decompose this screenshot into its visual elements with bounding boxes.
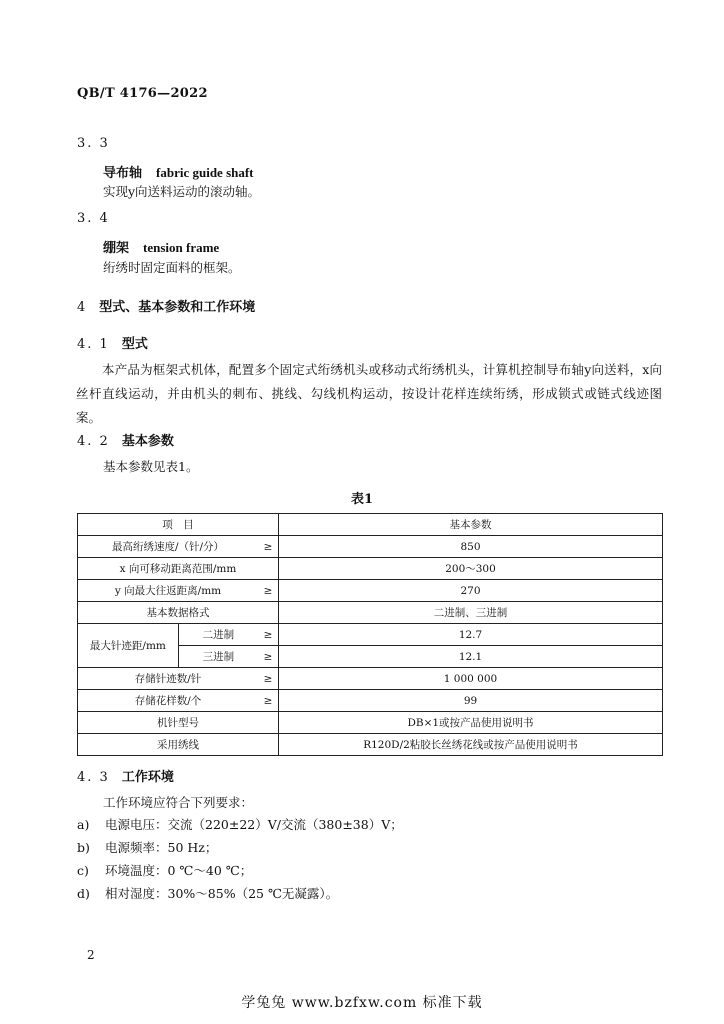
- paragraph-4-1: 本产品为框架式机体，配置多个固定式绗绣机头或移动式绗绣机头，计算机控制导布轴y向送料，x向丝杆直线运动，并由机头的刺布、挑线、勾线机构运动，按设计花样连续绗绣，形成锁式或链式线迹图案。: [76, 362, 662, 425]
- row-subname: 二进制: [178, 624, 258, 646]
- list-text: 电源电压：交流（220±22）V/交流（380±38）V；: [105, 817, 403, 832]
- page-number: 2: [87, 948, 95, 962]
- row-name: 最高绗绣速度/（针/分）: [78, 536, 259, 558]
- row-name: 机针型号: [78, 712, 279, 734]
- list-text: 环境温度：0 ℃～40 ℃；: [105, 863, 253, 878]
- list-item: [77, 884, 338, 902]
- table-caption: 表1: [350, 492, 374, 507]
- section-number: 4. 3: [77, 770, 110, 785]
- list-item: [77, 815, 403, 833]
- section-heading-4: [77, 296, 255, 315]
- row-subname: 三进制: [178, 646, 258, 668]
- parameter-table: [77, 513, 663, 756]
- section-title: 型式: [121, 337, 148, 352]
- list-text: 相对湿度：30%～85%（25 ℃无凝露）。: [105, 886, 339, 901]
- table-row: [78, 668, 663, 690]
- section-number: 4. 2: [77, 434, 110, 449]
- term-cn: 导布轴: [103, 166, 143, 181]
- table-header-row: [78, 514, 663, 536]
- list-label: b): [77, 840, 90, 855]
- row-value: 1 000 000: [279, 668, 663, 690]
- row-comparator: ≥: [258, 580, 278, 602]
- table-row: [78, 558, 663, 580]
- row-comparator: ≥: [258, 646, 278, 668]
- header-value: 基本参数: [279, 514, 663, 536]
- row-name: 采用绣线: [78, 734, 279, 756]
- list-item: [77, 838, 217, 856]
- section-title: 基本参数: [121, 434, 174, 449]
- list-text: 电源频率：50 Hz；: [105, 840, 218, 855]
- section-number: 4: [77, 300, 88, 315]
- row-value: R120D/2粘胶长丝绣花线或按产品使用说明书: [279, 734, 663, 756]
- list-label: c): [77, 863, 89, 878]
- list-item: [77, 861, 252, 879]
- header-item: 项 目: [78, 514, 279, 536]
- table-row: [78, 734, 663, 756]
- section-title: 工作环境: [121, 770, 174, 785]
- row-name: x 向可移动距离范围/mm: [78, 558, 279, 580]
- term-fabric-guide-shaft: [103, 162, 254, 181]
- row-comparator: ≥: [258, 668, 278, 690]
- definition-3-3: 实现y向送料运动的滚动轴。: [103, 184, 261, 199]
- table-row: [78, 602, 663, 624]
- row-name: 存储花样数/个: [78, 690, 259, 712]
- row-value: 12.1: [279, 646, 663, 668]
- row-value: 99: [279, 690, 663, 712]
- term-cn: 绷架: [103, 241, 130, 256]
- list-label: a): [77, 817, 90, 832]
- row-name: 基本数据格式: [78, 602, 279, 624]
- row-value: 200～300: [279, 558, 663, 580]
- term-tension-frame: [103, 237, 219, 256]
- row-name: 存储针迹数/针: [78, 668, 259, 690]
- row-name: 最大针迹距/mm: [78, 624, 179, 668]
- document-id: QB/T 4176—2022: [77, 86, 208, 101]
- row-comparator: ≥: [258, 690, 278, 712]
- table-row: [78, 712, 663, 734]
- list-label: d): [77, 886, 90, 901]
- row-name: y 向最大往返距离/mm: [78, 580, 259, 602]
- section-number: 4. 1: [77, 337, 110, 352]
- row-value: DB×1或按产品使用说明书: [279, 712, 663, 734]
- section-heading-4-1: [77, 333, 148, 352]
- table-row: [78, 580, 663, 602]
- row-value: 850: [279, 536, 663, 558]
- paragraph-4-2: 基本参数见表1。: [103, 459, 199, 474]
- section-number-3-3: 3. 3: [77, 136, 110, 151]
- term-en: fabric guide shaft: [156, 165, 254, 180]
- row-comparator: ≥: [258, 624, 278, 646]
- term-en: tension frame: [143, 240, 220, 255]
- definition-3-4: 绗绣时固定面料的框架。: [103, 260, 241, 275]
- paragraph-4-3-intro: 工作环境应符合下列要求：: [103, 795, 254, 810]
- row-value: 12.7: [279, 624, 663, 646]
- table-row: [78, 690, 663, 712]
- section-heading-4-2: [77, 430, 174, 449]
- row-comparator: ≥: [258, 536, 278, 558]
- section-number-3-4: 3. 4: [77, 211, 110, 226]
- row-value: 二进制、三进制: [279, 602, 663, 624]
- table-row: [78, 624, 663, 646]
- section-heading-4-3: [77, 766, 174, 785]
- footer-watermark[interactable]: 学兔兔 www.bzfxw.com 标准下载: [241, 995, 483, 1011]
- row-value: 270: [279, 580, 663, 602]
- section-title: 型式、基本参数和工作环境: [99, 300, 256, 315]
- table-row: [78, 536, 663, 558]
